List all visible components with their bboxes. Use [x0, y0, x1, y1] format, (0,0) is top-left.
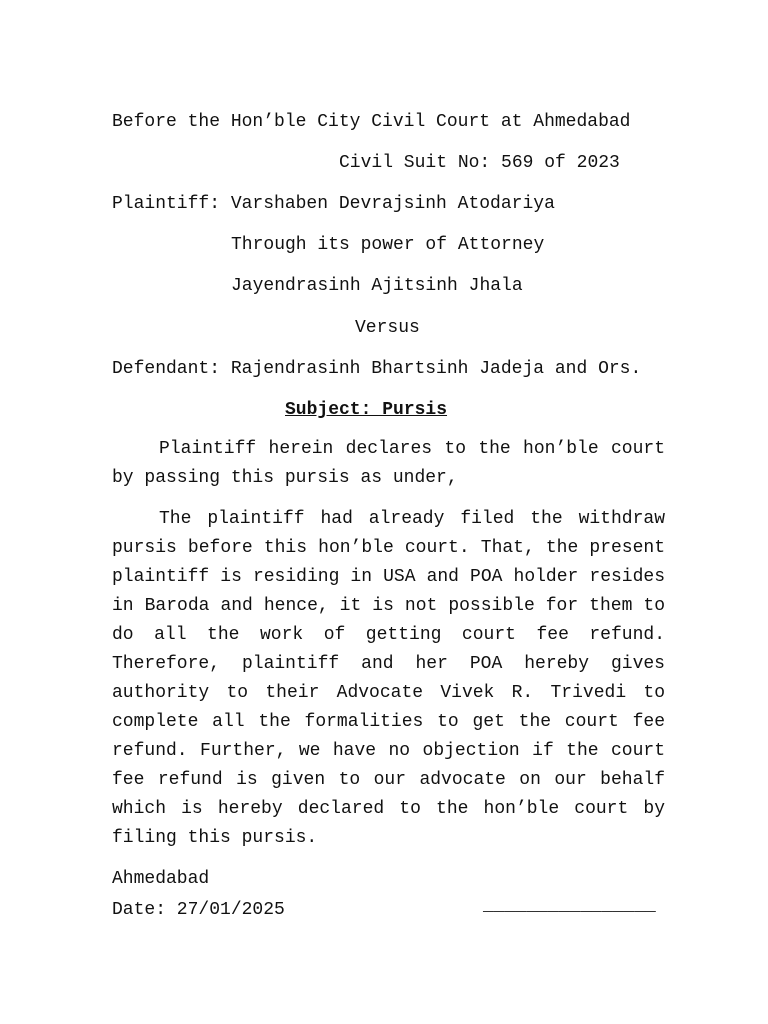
court-heading: Before the Hon’ble City Civil Court at Ahmedabad	[112, 112, 631, 132]
defendant-line: Defendant: Rajendrasinh Bhartsinh Jadeja and Ors.	[112, 359, 642, 379]
place-label: Ahmedabad	[112, 869, 210, 889]
subject-heading: Subject: Pursis	[285, 400, 448, 420]
power-of-attorney-name: Jayendrasinh Ajitsinh Jhala	[231, 276, 523, 296]
suit-number: Civil Suit No: 569 of 2023	[339, 153, 620, 173]
date-line: Date: 27/01/2025	[112, 900, 285, 920]
paragraph-declaration: Plaintiff herein declares to the hon’ble court by passing this pursis as under,	[112, 439, 665, 488]
versus-label: Versus	[355, 318, 420, 338]
paragraph-authority: The plaintiff had already filed the withdraw pursis before this hon’ble court. That, the present plaintiff is residing in USA and POA holder resides in Baroda and hence, it is not possible for them to do all the work of getting court fee refund. Therefore, plaintiff and her POA hereby gives authority to their Advocate Vivek R. Trivedi to complete all the formalities to get the court fee refund. Further, we have no objection if the court fee refund is given to our advocate on our behalf which is hereby declared to the hon’ble court by filing this pursis.	[112, 509, 665, 848]
signature-line: ________________	[483, 896, 656, 916]
plaintiff-line: Plaintiff: Varshaben Devrajsinh Atodariya	[112, 194, 555, 214]
power-of-attorney-line: Through its power of Attorney	[231, 235, 545, 255]
